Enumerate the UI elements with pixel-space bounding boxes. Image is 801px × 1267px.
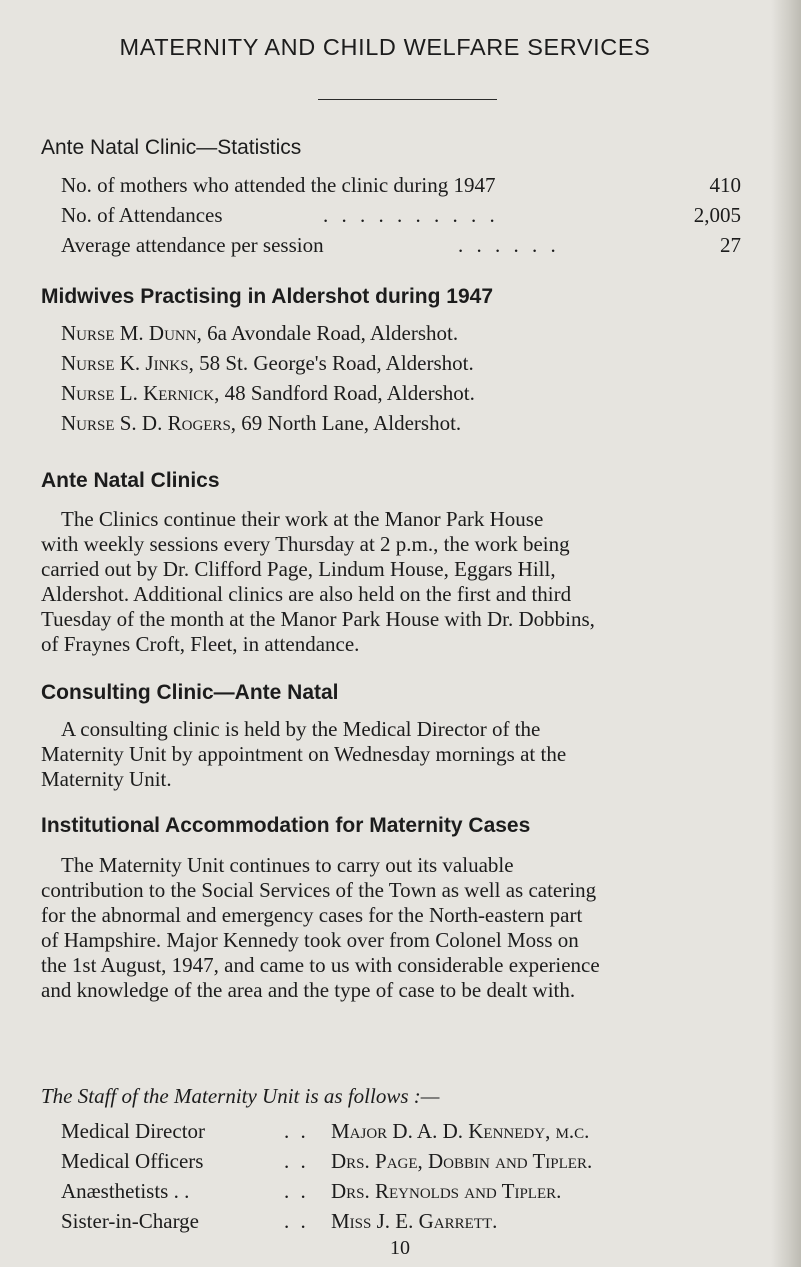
paragraph-line: and knowledge of the area and the type of case to be dealt with. — [41, 978, 576, 1002]
title-divider — [318, 99, 497, 100]
midwife-address: 58 St. George's Road, Aldershot. — [199, 351, 474, 375]
page-title: MATERNITY AND CHILD WELFARE SERVICES — [119, 34, 651, 60]
paragraph-line: contribution to the Social Services of the Town as well as catering — [41, 878, 597, 902]
leader-dots: . . . . . . — [458, 233, 560, 257]
midwife-name: Nurse M. Dunn, — [61, 321, 202, 345]
midwife-address: 6a Avondale Road, Aldershot. — [207, 321, 459, 345]
staff-intro: The Staff of the Maternity Unit is as follows :— — [41, 1084, 440, 1108]
page-number: 10 — [390, 1237, 410, 1259]
midwife-name: Nurse S. D. Rogers, — [61, 411, 237, 435]
paragraph-line: the 1st August, 1947, and came to us with considerable experience — [41, 953, 600, 977]
statistics-row — [61, 203, 741, 231]
midwife-entry — [61, 321, 458, 346]
staff-name: Miss J. E. Garrett. — [331, 1209, 498, 1233]
leader-dots: . . — [284, 1209, 309, 1233]
midwife-address: 48 Sandford Road, Aldershot. — [224, 381, 475, 405]
midwife-entry — [61, 381, 475, 406]
paragraph-line: of Fraynes Croft, Fleet, in attendance. — [41, 632, 360, 656]
staff-role: Sister-in-Charge — [61, 1209, 199, 1233]
institutional-heading: Institutional Accommodation for Maternity Cases — [41, 814, 531, 837]
statistics-label: No. of mothers who attended the clinic during 1947 — [61, 173, 496, 197]
paragraph-line: of Hampshire. Major Kennedy took over from Colonel Moss on — [41, 928, 579, 952]
paragraph-line: Aldershot. Additional clinics are also held on the first and third — [41, 582, 572, 606]
leader-dots: . . — [284, 1179, 309, 1203]
staff-name: Drs. Page, Dobbin and Tipler. — [331, 1149, 593, 1173]
staff-row — [61, 1119, 781, 1147]
paragraph-line: Tuesday of the month at the Manor Park House with Dr. Dobbins, — [41, 607, 595, 631]
leader-dots: . . — [284, 1149, 309, 1173]
midwife-entry — [61, 351, 474, 376]
clinics-heading: Ante Natal Clinics — [41, 469, 220, 492]
statistics-heading: Ante Natal Clinic—Statistics — [41, 136, 302, 159]
statistics-value: 27 — [720, 233, 741, 257]
clinics-paragraph — [41, 507, 743, 657]
staff-row — [61, 1149, 781, 1177]
statistics-row — [61, 173, 741, 201]
staff-name: Major D. A. D. Kennedy, m.c. — [331, 1119, 590, 1143]
page-edge-shadow — [771, 0, 801, 1267]
institutional-paragraph — [41, 853, 743, 1003]
paragraph-line: The Clinics continue their work at the Manor Park House — [61, 507, 544, 531]
paragraph-line: carried out by Dr. Clifford Page, Lindum House, Eggars Hill, — [41, 557, 556, 581]
consulting-heading: Consulting Clinic—Ante Natal — [41, 681, 339, 704]
midwife-address: 69 North Lane, Aldershot. — [241, 411, 462, 435]
consulting-paragraph — [41, 717, 743, 792]
staff-role: Medical Officers — [61, 1149, 204, 1173]
staff-name: Drs. Reynolds and Tipler. — [331, 1179, 562, 1203]
statistics-row — [61, 233, 741, 261]
midwife-name: Nurse K. Jinks, — [61, 351, 194, 375]
midwife-name: Nurse L. Kernick, — [61, 381, 220, 405]
staff-role: Anæsthetists . . — [61, 1179, 190, 1203]
paragraph-line: The Maternity Unit continues to carry out its valuable — [61, 853, 514, 877]
statistics-value: 410 — [709, 173, 741, 197]
staff-row — [61, 1209, 781, 1237]
paragraph-line: with weekly sessions every Thursday at 2 p.m., the work being — [41, 532, 570, 556]
leader-dots: . . — [284, 1119, 309, 1143]
leader-dots: . . . . . . . . . . — [323, 203, 499, 227]
paragraph-line: for the abnormal and emergency cases for the North-eastern part — [41, 903, 583, 927]
staff-role: Medical Director — [61, 1119, 206, 1143]
midwife-entry — [61, 411, 461, 436]
paragraph-line: A consulting clinic is held by the Medical Director of the — [61, 717, 541, 741]
paragraph-line: Maternity Unit. — [41, 767, 172, 791]
statistics-value: 2,005 — [693, 203, 741, 227]
midwives-heading: Midwives Practising in Aldershot during 1947 — [41, 285, 493, 308]
statistics-label: Average attendance per session — [61, 233, 324, 257]
paragraph-line: Maternity Unit by appointment on Wednesday mornings at the — [41, 742, 567, 766]
staff-row — [61, 1179, 781, 1207]
statistics-label: No. of Attendances — [61, 203, 223, 227]
